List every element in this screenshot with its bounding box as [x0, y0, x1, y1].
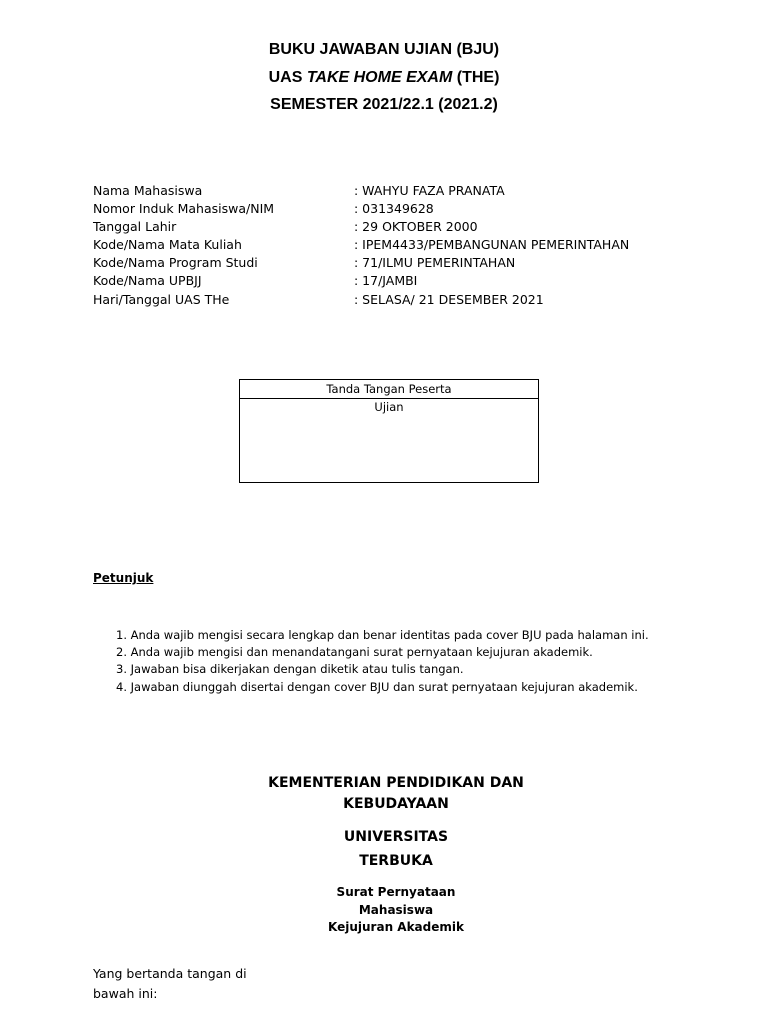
university-name — [196, 825, 596, 873]
statement-line: Surat Pernyataan — [336, 885, 456, 899]
identity-row-exam-date — [93, 291, 733, 309]
identity-label: Hari/Tanggal UAS THe — [93, 291, 230, 307]
exam-type-suffix: (THE) — [452, 69, 500, 86]
statement-intro — [93, 964, 313, 1004]
statement-line: Kejujuran Akademik — [328, 920, 464, 934]
identity-row-course — [93, 236, 733, 254]
signature-box — [239, 379, 539, 483]
instruction-item: 1. Anda wajib mengisi secara lengkap dan benar identitas pada cover BJU pada halaman ini. — [116, 628, 649, 642]
exam-type-prefix: UAS — [268, 69, 307, 86]
instruction-item: 4. Jawaban diunggah disertai dengan cover BJU dan surat pernyataan kejujuran akademik. — [116, 679, 638, 694]
signature-heading: Tanda Tangan Peserta — [240, 380, 538, 399]
instruction-item: 3. Jawaban bisa dikerjakan dengan diketik atau tulis tangan. — [116, 662, 464, 677]
identity-label: Nomor Induk Mahasiswa/NIM — [93, 201, 275, 217]
identity-value: : SELASA/ 21 DESEMBER 2021 — [354, 291, 544, 307]
university-line: TERBUKA — [359, 853, 433, 869]
identity-value: : IPEM4433/PEMBANGUNAN PEMERINTAHAN — [354, 237, 630, 253]
identity-row-nim — [93, 200, 733, 218]
identity-label: Kode/Nama Mata Kuliah — [93, 237, 242, 253]
instruction-item: 2. Anda wajib mengisi dan menandatangani surat pernyataan kejujuran akademik. — [116, 645, 593, 660]
intro-line: bawah ini: — [93, 986, 158, 1001]
identity-value: : WAHYU FAZA PRANATA — [354, 183, 505, 198]
identity-value: : 17/JAMBI — [354, 273, 418, 289]
identity-label: Nama Mahasiswa — [93, 183, 203, 198]
identity-value: : 29 OKTOBER 2000 — [354, 219, 478, 235]
identity-row-name — [93, 182, 733, 200]
identity-label: Kode/Nama Program Studi — [93, 255, 258, 271]
identity-row-program — [93, 254, 733, 272]
identity-value: : 031349628 — [354, 201, 434, 217]
exam-type — [0, 68, 768, 88]
exam-title: BUKU JAWABAN UJIAN (BJU) — [268, 41, 500, 58]
instructions-title: Petunjuk — [93, 571, 154, 585]
ministry-name — [196, 773, 596, 815]
exam-semester: SEMESTER 2021/22.1 (2021.2) — [270, 96, 498, 113]
instructions-list — [116, 627, 756, 696]
exam-type-italic: TAKE HOME EXAM — [306, 69, 453, 86]
intro-line: Yang bertanda tangan di — [93, 966, 247, 981]
signature-subheading: Ujian — [374, 400, 404, 414]
identity-table — [93, 182, 733, 309]
identity-label: Tanggal Lahir — [93, 219, 177, 235]
identity-row-upbjj — [93, 272, 733, 290]
statement-title — [196, 884, 596, 937]
statement-line: Mahasiswa — [358, 902, 434, 917]
university-line: UNIVERSITAS — [343, 829, 449, 845]
identity-value: : 71/ILMU PEMERINTAHAN — [354, 255, 516, 271]
identity-label: Kode/Nama UPBJJ — [93, 273, 202, 289]
ministry-line: KEMENTERIAN PENDIDIKAN DAN — [268, 775, 524, 791]
identity-row-birthdate — [93, 218, 733, 236]
ministry-line: KEBUDAYAAN — [343, 796, 449, 812]
